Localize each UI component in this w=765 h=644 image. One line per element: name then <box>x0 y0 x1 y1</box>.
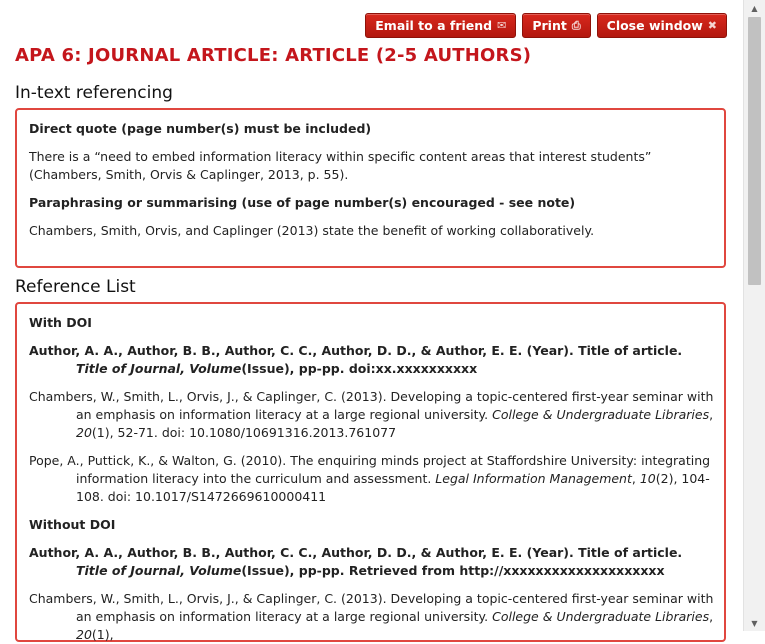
template-journal: Title of Journal, Volume <box>76 361 242 376</box>
paraphrase-example: Chambers, Smith, Orvis, and Caplinger (2013) state the benefit of working collaboratively. <box>29 223 595 238</box>
envelope-icon: ✉ <box>497 19 507 32</box>
reference-entry <box>29 452 714 506</box>
print-button[interactable] <box>522 13 590 38</box>
reference-text: Pope, A., Puttick, K., & Walton, G. (2010). The enquiring minds project at Staffordshire University: integrating information literacy into the curriculum and assessment. <box>29 453 711 486</box>
template-text-end: (Issue), pp-pp. Retrieved from http://xxxxxxxxxxxxxxxxxxxx <box>241 563 665 578</box>
scroll-up-arrow-icon[interactable]: ▲ <box>751 3 758 13</box>
scrollbar-thumb[interactable] <box>748 17 761 285</box>
close-icon: ✖ <box>707 19 717 32</box>
reference-text-end: (1), 52-71. doi: 10.1080/10691316.2013.761077 <box>91 425 397 440</box>
page-title: APA 6: JOURNAL ARTICLE: ARTICLE (2-5 AUTHORS) <box>15 45 532 66</box>
reference-list-box <box>15 302 726 642</box>
printer-icon: ⎙ <box>571 18 581 32</box>
with-doi-heading: With DOI <box>29 315 92 330</box>
direct-quote-example: There is a “need to embed information literacy within specific content areas that interest students” (Chambers, Smith, Orvis & Caplinger, 2013, p. 55). <box>29 149 652 182</box>
email-button[interactable] <box>365 13 516 38</box>
without-doi-heading: Without DOI <box>29 517 116 532</box>
reference-separator: , <box>709 407 714 422</box>
close-window-button[interactable] <box>597 13 727 38</box>
journal-volume: 20 <box>76 425 92 440</box>
close-button-label: Close window <box>606 18 703 33</box>
intext-box <box>15 108 726 268</box>
journal-title: College & Undergraduate Libraries <box>492 407 710 422</box>
template-text: Author, A. A., Author, B. B., Author, C. C., Author, D. D., & Author, E. E. (Year). Title of article. <box>29 545 683 560</box>
reference-entry <box>29 590 714 644</box>
email-button-label: Email to a friend <box>375 18 493 33</box>
scroll-down-arrow-icon[interactable]: ▼ <box>751 618 758 628</box>
reference-text: Chambers, W., Smith, L., Orvis, J., & Caplinger, C. (2013). Developing a topic-centered first-year seminar with an emphasis on information literacy at a large regional university. <box>29 389 714 422</box>
reference-entry <box>29 388 714 442</box>
without-doi-template <box>29 544 714 580</box>
intext-heading: In-text referencing <box>15 83 173 103</box>
journal-title: Legal Information Management <box>435 471 632 486</box>
print-button-label: Print <box>532 18 567 33</box>
journal-volume: 20 <box>76 627 92 642</box>
template-journal: Title of Journal, Volume <box>76 563 242 578</box>
paraphrase-heading: Paraphrasing or summarising (use of page number(s) encouraged - see note) <box>29 195 576 210</box>
reference-text-end: (1), <box>91 627 114 642</box>
with-doi-template <box>29 342 714 378</box>
template-text-end: (Issue), pp-pp. doi:xx.xxxxxxxxxx <box>241 361 478 376</box>
reference-text-end: (2), 104-108. doi: 10.1017/S1472669610000411 <box>76 471 710 504</box>
reference-list-heading: Reference List <box>15 277 136 297</box>
reference-separator: , <box>631 471 640 486</box>
vertical-scrollbar[interactable] <box>743 0 765 631</box>
direct-quote-heading: Direct quote (page number(s) must be included) <box>29 121 372 136</box>
reference-separator: , <box>709 609 714 624</box>
toolbar <box>365 13 727 38</box>
template-text: Author, A. A., Author, B. B., Author, C. C., Author, D. D., & Author, E. E. (Year). Title of article. <box>29 343 683 358</box>
reference-text: Chambers, W., Smith, L., Orvis, J., & Caplinger, C. (2013). Developing a topic-centered first-year seminar with an emphasis on information literacy at a large regional university. <box>29 591 714 624</box>
journal-title: College & Undergraduate Libraries <box>492 609 710 624</box>
journal-volume: 10 <box>639 471 656 486</box>
